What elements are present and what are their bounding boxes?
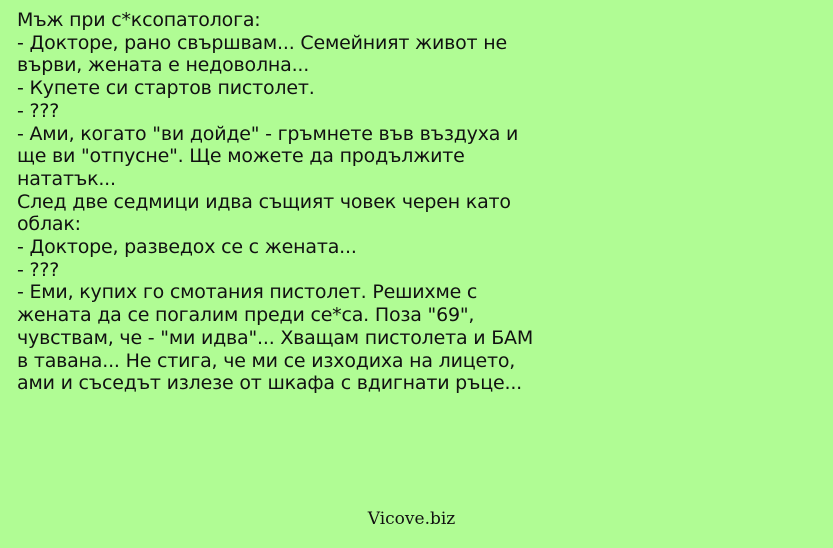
joke-line: - Докторе, рано свършвам... Семейният живот не [17,31,507,54]
joke-line: - ??? [17,99,60,122]
joke-line: - Докторе, разведох се с жената... [17,236,357,259]
joke-line: жената да се погалим преди се*са. Поза "69", [17,304,475,327]
joke-line: - Купете си стартов пистолет. [17,77,315,100]
joke-line: нататък... [17,167,116,190]
joke-line: върви, жената е недоволна... [17,54,310,77]
joke-line: - Ами, когато "ви дойде" - гръмнете във въздуха и [17,122,519,145]
joke-line: чувствам, че - "ми идва"... Хващам пистолета и БАМ [17,326,534,349]
joke-line: в тавана... Не стига, че ми се изходиха на лицето, [17,349,516,372]
site-watermark: Vicove.biz [367,509,456,529]
joke-line: След две седмици идва същият човек черен като [17,190,511,213]
joke-line: - ??? [17,258,60,281]
joke-line: ще ви "отпусне". Ще можете да продължите [17,145,465,168]
joke-line: Мъж при с*ксопатолога: [17,9,261,31]
joke-text [17,9,817,395]
joke-line: облак: [17,213,81,236]
joke-line: ами и съседът излезе от шкафа с вдигнати ръце... [17,372,523,395]
joke-line: - Еми, купих го смотания пистолет. Решихме с [17,281,478,304]
